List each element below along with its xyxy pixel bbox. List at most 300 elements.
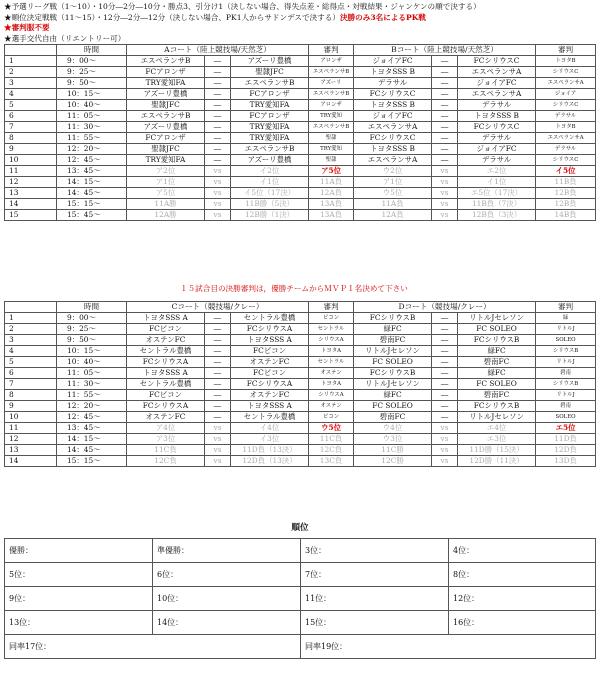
- match-row: [5, 401, 596, 412]
- referee: 聖隷: [309, 133, 354, 144]
- referee: 12D負: [536, 445, 596, 456]
- referee: 11B負: [536, 177, 596, 188]
- match-time: 10：15～: [57, 89, 127, 100]
- versus: ―: [432, 111, 458, 122]
- rule-final-pk: 決勝のみ3名によるPK戦: [339, 12, 426, 22]
- team-away: TRY愛知FA: [231, 100, 309, 111]
- versus: ―: [205, 379, 231, 390]
- team-home: アズーリ豊橋: [127, 89, 205, 100]
- rank-cell[interactable]: 16位：: [449, 611, 596, 635]
- team-away: セントラル豊橋: [231, 412, 309, 423]
- versus: ―: [432, 144, 458, 155]
- match-row: [5, 445, 596, 456]
- versus: vs: [432, 177, 458, 188]
- versus: ―: [432, 412, 458, 423]
- team-away: 11B勝（5決）: [231, 199, 309, 210]
- team-home: オステンFC: [127, 335, 205, 346]
- team-home: ア4位: [127, 423, 205, 434]
- match-row: [5, 346, 596, 357]
- match-row: [5, 456, 596, 467]
- team-away: アズーリ豊橋: [231, 56, 309, 67]
- header-cell: 審判: [536, 45, 596, 56]
- team-away: 12D勝（11決）: [458, 456, 536, 467]
- versus: ―: [205, 89, 231, 100]
- team-home: FCアロンザ: [127, 133, 205, 144]
- referee: 13A負: [309, 210, 354, 221]
- team-away: FCシリウスA: [231, 324, 309, 335]
- team-home: オステンFC: [127, 412, 205, 423]
- referee: オステン: [309, 368, 354, 379]
- match-number: 8: [5, 133, 57, 144]
- ranking-row: [5, 539, 596, 563]
- referee: TRY愛知: [309, 111, 354, 122]
- match-number: 10: [5, 155, 57, 166]
- match-number: 3: [5, 335, 57, 346]
- referee: シリウスA: [309, 335, 354, 346]
- match-time: 15：15～: [57, 199, 127, 210]
- team-home: TRY愛知FA: [127, 78, 205, 89]
- match-number: 5: [5, 357, 57, 368]
- header-cell: Aコート（陸上競技場/天然芝）: [127, 45, 309, 56]
- referee: 13A負: [309, 199, 354, 210]
- match-time: 15：15～: [57, 456, 127, 467]
- team-away: イ1位: [231, 177, 309, 188]
- versus: vs: [432, 188, 458, 199]
- team-home: FCアロンザ: [127, 67, 205, 78]
- team-home: ウ3位: [354, 434, 432, 445]
- team-away: トヨタSSS A: [231, 335, 309, 346]
- referee: リトルJ: [536, 324, 596, 335]
- referee: TRY愛知: [309, 144, 354, 155]
- referee: 13C負: [309, 456, 354, 467]
- team-home: 11A負: [354, 199, 432, 210]
- versus: ―: [205, 100, 231, 111]
- match-time: 10：40～: [57, 100, 127, 111]
- team-home: トヨタSSS B: [354, 100, 432, 111]
- referee: シリウスC: [536, 100, 596, 111]
- versus: ―: [432, 67, 458, 78]
- versus: ―: [205, 324, 231, 335]
- rank-cell[interactable]: 準優勝：: [153, 539, 301, 563]
- referee: 聖隷: [309, 155, 354, 166]
- rank-cell[interactable]: 7位：: [301, 563, 449, 587]
- team-away: FCシリウスB: [458, 401, 536, 412]
- match-number: 5: [5, 100, 57, 111]
- versus: ―: [205, 122, 231, 133]
- match-number: 11: [5, 166, 57, 177]
- header-cell: Cコート（競技場/クレー）: [127, 302, 309, 313]
- match-time: 13：45～: [57, 423, 127, 434]
- rules-notes: [4, 2, 594, 44]
- rank-cell[interactable]: 優勝：: [5, 539, 153, 563]
- team-away: イ1位: [458, 177, 536, 188]
- team-home: FCシリウスB: [354, 313, 432, 324]
- team-home: ア3位: [127, 434, 205, 445]
- ranking-row: [5, 611, 596, 635]
- referee: エスペランサA: [536, 133, 596, 144]
- team-away: アズーリ豊橋: [231, 155, 309, 166]
- mvp-note: １５試合目の決勝審判は，優勝チームからＭＶＰ１名決めて下さい: [180, 284, 408, 293]
- match-time: 12：45～: [57, 412, 127, 423]
- team-away: エスペランサA: [458, 67, 536, 78]
- team-away: 緑FC: [458, 368, 536, 379]
- versus: vs: [432, 456, 458, 467]
- team-home: FCシリウスA: [127, 401, 205, 412]
- rank-cell[interactable]: 11位：: [301, 587, 449, 611]
- team-home: エスペランサA: [354, 122, 432, 133]
- team-home: 緑FC: [354, 390, 432, 401]
- versus: vs: [432, 210, 458, 221]
- referee: トヨタB: [536, 122, 596, 133]
- match-time: 11：30～: [57, 122, 127, 133]
- team-home: 11A勝: [127, 199, 205, 210]
- versus: ―: [432, 122, 458, 133]
- versus: ―: [205, 401, 231, 412]
- team-home: アズーリ豊橋: [127, 122, 205, 133]
- match-number: 8: [5, 390, 57, 401]
- versus: ―: [432, 56, 458, 67]
- team-home: FC SOLEO: [354, 357, 432, 368]
- match-row: [5, 144, 596, 155]
- team-home: ア1位: [127, 177, 205, 188]
- team-away: FCビコン: [231, 368, 309, 379]
- versus: ―: [432, 313, 458, 324]
- rank-cell[interactable]: 3位：: [301, 539, 449, 563]
- versus: ―: [205, 111, 231, 122]
- referee: シリウスC: [536, 155, 596, 166]
- versus: vs: [432, 434, 458, 445]
- versus: ―: [205, 78, 231, 89]
- referee: 12C負: [309, 445, 354, 456]
- match-time: 12：20～: [57, 401, 127, 412]
- header-row: [5, 45, 596, 56]
- rank-cell[interactable]: 14位：: [153, 611, 301, 635]
- team-away: FCシリウスC: [458, 122, 536, 133]
- team-home: 碧南FC: [354, 335, 432, 346]
- header-cell: 時間: [57, 45, 127, 56]
- rule-substitution: ★選手交代自由（リエントリー可）: [4, 33, 126, 43]
- team-away: FC SOLEO: [458, 379, 536, 390]
- match-time: 11：05～: [57, 111, 127, 122]
- referee: シリウスC: [536, 67, 596, 78]
- team-away: エ3位: [458, 434, 536, 445]
- match-row: [5, 199, 596, 210]
- match-row: [5, 188, 596, 199]
- match-number: 10: [5, 412, 57, 423]
- versus: vs: [205, 445, 231, 456]
- team-away: TRY愛知FA: [231, 122, 309, 133]
- team-away: トヨタSSS A: [231, 401, 309, 412]
- team-away: リトルJセレソン: [458, 412, 536, 423]
- referee: アロンザ: [309, 56, 354, 67]
- match-time: 9：50～: [57, 78, 127, 89]
- team-away: トヨタSSS B: [458, 111, 536, 122]
- team-home: 聖隷JFC: [127, 100, 205, 111]
- rank-cell-tie[interactable]: 同率19位：: [301, 635, 596, 659]
- versus: ―: [432, 401, 458, 412]
- ranking-row: [5, 635, 596, 659]
- team-home: 12C勝: [354, 456, 432, 467]
- rank-cell[interactable]: 9位：: [5, 587, 153, 611]
- versus: vs: [432, 199, 458, 210]
- team-away: FC SOLEO: [458, 324, 536, 335]
- team-home: 聖隷JFC: [127, 144, 205, 155]
- match-number: 13: [5, 188, 57, 199]
- match-row: [5, 155, 596, 166]
- match-time: 9：00～: [57, 56, 127, 67]
- match-time: 14：15～: [57, 434, 127, 445]
- versus: ―: [205, 56, 231, 67]
- match-row: [5, 434, 596, 445]
- team-home: ウ2位: [354, 166, 432, 177]
- team-away: リトルJセレソン: [458, 313, 536, 324]
- team-away: オステンFC: [231, 357, 309, 368]
- team-home: トヨタSSS B: [354, 67, 432, 78]
- team-home: FC SOLEO: [354, 401, 432, 412]
- rank-cell[interactable]: 13位：: [5, 611, 153, 635]
- versus: vs: [205, 210, 231, 221]
- match-number: 6: [5, 111, 57, 122]
- team-away: FCシリウスB: [458, 335, 536, 346]
- versus: ―: [205, 133, 231, 144]
- team-away: 12D負（13決）: [231, 456, 309, 467]
- team-home: FCシリウスB: [354, 368, 432, 379]
- match-number: 2: [5, 67, 57, 78]
- versus: vs: [205, 423, 231, 434]
- team-away: イ5位（17決）: [231, 188, 309, 199]
- rank-cell[interactable]: 5位：: [5, 563, 153, 587]
- rank-cell[interactable]: 6位：: [153, 563, 301, 587]
- match-number: 4: [5, 346, 57, 357]
- team-away: FCシリウスC: [458, 56, 536, 67]
- referee: SOLEO: [536, 335, 596, 346]
- referee: トヨタA: [309, 346, 354, 357]
- rule-league: ★予選リーグ戦（1～10）・10分―2分―10分・勝点3、引分け1（決しない場合、得失点差・総得点・対戦結果・ジャンケンの順で決する）: [4, 2, 481, 11]
- referee: ビコン: [309, 412, 354, 423]
- schedule-table-cd: [4, 301, 596, 467]
- match-row: [5, 89, 596, 100]
- match-number: 3: [5, 78, 57, 89]
- team-home: TRY愛知FA: [127, 155, 205, 166]
- versus: ―: [432, 155, 458, 166]
- match-number: 11: [5, 423, 57, 434]
- match-time: 14：15～: [57, 177, 127, 188]
- versus: ―: [205, 155, 231, 166]
- team-home: エスペランサB: [127, 56, 205, 67]
- referee: セントラル: [309, 357, 354, 368]
- referee: 13D負: [536, 456, 596, 467]
- team-away: 12B勝（1決）: [231, 210, 309, 221]
- rule-referee-uniform: ★審判服不要: [4, 23, 50, 33]
- rank-cell[interactable]: 10位：: [153, 587, 301, 611]
- versus: ―: [432, 357, 458, 368]
- match-row: [5, 111, 596, 122]
- match-row: [5, 210, 596, 221]
- team-away: 緑FC: [458, 346, 536, 357]
- referee: リトルJ: [536, 357, 596, 368]
- team-away: オステンFC: [231, 390, 309, 401]
- versus: vs: [432, 445, 458, 456]
- referee: ジョイア: [536, 89, 596, 100]
- match-time: 11：55～: [57, 133, 127, 144]
- match-row: [5, 177, 596, 188]
- team-away: エスペランサA: [458, 89, 536, 100]
- versus: ―: [205, 346, 231, 357]
- match-number: 1: [5, 56, 57, 67]
- match-number: 9: [5, 144, 57, 155]
- match-row: [5, 368, 596, 379]
- versus: ―: [205, 390, 231, 401]
- versus: ―: [205, 144, 231, 155]
- referee: 11C負: [309, 434, 354, 445]
- match-time: 14：45～: [57, 445, 127, 456]
- versus: ―: [432, 133, 458, 144]
- rank-cell[interactable]: 4位：: [449, 539, 596, 563]
- match-number: 4: [5, 89, 57, 100]
- referee: エスペランサB: [309, 122, 354, 133]
- match-time: 9：50～: [57, 335, 127, 346]
- team-away: TRY愛知FA: [231, 133, 309, 144]
- match-time: 13：45～: [57, 166, 127, 177]
- referee: 碧南: [536, 368, 596, 379]
- referee: デラサル: [536, 111, 596, 122]
- team-home: トヨタSSS B: [354, 144, 432, 155]
- match-row: [5, 166, 596, 177]
- team-home: 11C負: [127, 445, 205, 456]
- ranking-title: 順位: [291, 523, 309, 533]
- referee: シリウスA: [309, 390, 354, 401]
- team-away: 11D勝（15決）: [458, 445, 536, 456]
- match-row: [5, 357, 596, 368]
- versus: ―: [432, 89, 458, 100]
- versus: ―: [205, 357, 231, 368]
- referee: アズーリ: [309, 78, 354, 89]
- match-row: [5, 335, 596, 346]
- rank-cell-tie[interactable]: 同率17位：: [5, 635, 301, 659]
- referee: 11A負: [309, 177, 354, 188]
- team-away: エスペランサB: [231, 144, 309, 155]
- team-away: FCビコン: [231, 346, 309, 357]
- match-number: 9: [5, 401, 57, 412]
- rank-cell[interactable]: 12位：: [449, 587, 596, 611]
- team-home: ア2位: [127, 166, 205, 177]
- match-row: [5, 423, 596, 434]
- versus: ―: [432, 100, 458, 111]
- team-away: デラサル: [458, 155, 536, 166]
- team-away: ジョイアFC: [458, 78, 536, 89]
- header-cell: [5, 302, 57, 313]
- team-away: 聖隷JFC: [231, 67, 309, 78]
- referee: アロンザ: [309, 100, 354, 111]
- rank-cell[interactable]: 15位：: [301, 611, 449, 635]
- schedule-table-ab: [4, 44, 596, 221]
- team-home: 12C負: [127, 456, 205, 467]
- match-time: 12：45～: [57, 155, 127, 166]
- team-home: ジョイアFC: [354, 56, 432, 67]
- referee: シリウスB: [536, 379, 596, 390]
- referee: ビコン: [309, 313, 354, 324]
- team-home: エスペランサA: [354, 155, 432, 166]
- team-home: トヨタSSS A: [127, 368, 205, 379]
- referee: 12B負: [536, 199, 596, 210]
- versus: vs: [205, 456, 231, 467]
- match-row: [5, 390, 596, 401]
- match-number: 14: [5, 199, 57, 210]
- referee: オステン: [309, 401, 354, 412]
- match-time: 14：45～: [57, 188, 127, 199]
- versus: ―: [205, 67, 231, 78]
- versus: ―: [432, 379, 458, 390]
- team-away: 11B負（7決）: [458, 199, 536, 210]
- rank-cell[interactable]: 8位：: [449, 563, 596, 587]
- versus: vs: [205, 166, 231, 177]
- match-row: [5, 122, 596, 133]
- team-home: ジョイアFC: [354, 111, 432, 122]
- ranking-table: [4, 538, 596, 659]
- referee: シリウスB: [536, 346, 596, 357]
- referee: ウ5位: [309, 423, 354, 434]
- versus: ―: [205, 335, 231, 346]
- team-home: セントラル豊橋: [127, 379, 205, 390]
- referee: 14B負: [536, 210, 596, 221]
- referee: イ5位: [536, 166, 596, 177]
- team-home: ア1位: [354, 177, 432, 188]
- match-time: 9：25～: [57, 67, 127, 78]
- match-row: [5, 67, 596, 78]
- referee: セントラル: [309, 324, 354, 335]
- versus: vs: [205, 177, 231, 188]
- header-cell: 審判: [536, 302, 596, 313]
- team-away: FCアロンザ: [231, 111, 309, 122]
- match-number: 14: [5, 456, 57, 467]
- versus: ―: [205, 368, 231, 379]
- match-number: 12: [5, 434, 57, 445]
- team-away: イ4位: [231, 423, 309, 434]
- team-away: エ5位（17決）: [458, 188, 536, 199]
- versus: ―: [432, 78, 458, 89]
- team-away: エスペランサB: [231, 78, 309, 89]
- team-home: 碧南FC: [354, 412, 432, 423]
- team-home: 12A勝: [127, 210, 205, 221]
- match-number: 13: [5, 445, 57, 456]
- team-away: デラサル: [458, 100, 536, 111]
- team-home: デラサル: [354, 78, 432, 89]
- team-away: イ2位: [231, 166, 309, 177]
- team-home: FCシリウスA: [127, 357, 205, 368]
- versus: ―: [205, 412, 231, 423]
- match-row: [5, 412, 596, 423]
- team-away: セントラル豊橋: [231, 313, 309, 324]
- referee: エスペランサB: [309, 67, 354, 78]
- match-time: 11：30～: [57, 379, 127, 390]
- versus: vs: [205, 199, 231, 210]
- header-cell: 時間: [57, 302, 127, 313]
- match-time: 9：00～: [57, 313, 127, 324]
- team-home: 緑FC: [354, 324, 432, 335]
- versus: vs: [432, 423, 458, 434]
- referee: 12A負: [309, 188, 354, 199]
- referee: リトルJ: [536, 390, 596, 401]
- match-time: 12：20～: [57, 144, 127, 155]
- match-time: 15：45～: [57, 210, 127, 221]
- referee: エスペランサB: [309, 89, 354, 100]
- team-home: リトルJセレソン: [354, 346, 432, 357]
- match-row: [5, 313, 596, 324]
- header-row: [5, 302, 596, 313]
- header-cell: Dコート（競技場/クレー）: [354, 302, 536, 313]
- team-away: エ4位: [458, 423, 536, 434]
- team-away: イ3位: [231, 434, 309, 445]
